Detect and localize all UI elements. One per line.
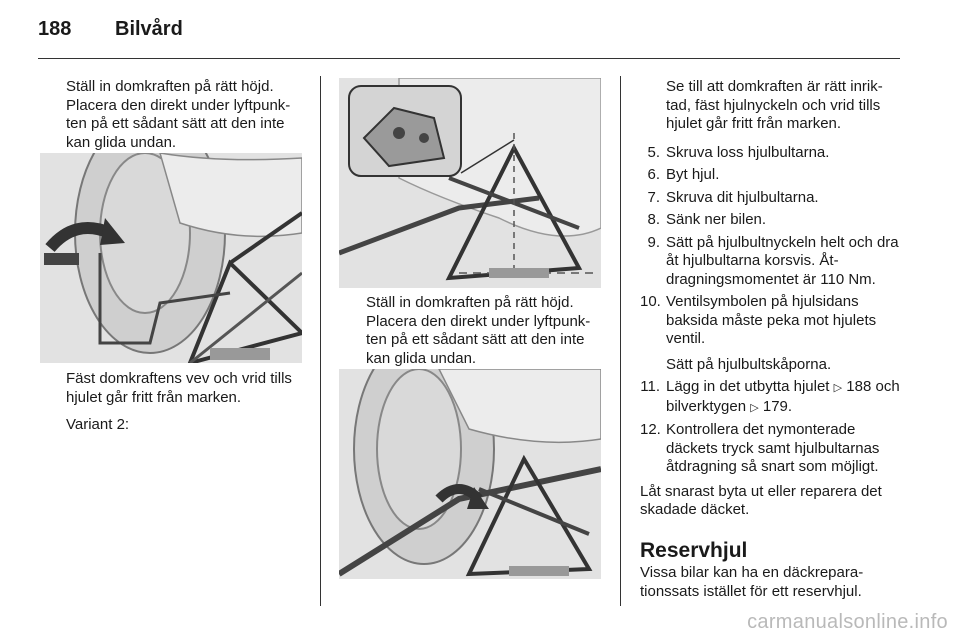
page-number: 188 bbox=[38, 18, 72, 40]
page-reference[interactable]: 188 och bilverktygen bbox=[666, 378, 900, 415]
right-paragraph-3: Vissa bilar kan ha en däckrepara-tionssats istället för ett reservhjul. bbox=[640, 564, 864, 600]
chapter-title: Bilvård bbox=[115, 18, 183, 40]
list-item: 8. Sänk ner bilen. bbox=[647, 211, 767, 228]
watermark: carmanualsonline.info bbox=[747, 611, 948, 633]
column-divider-1 bbox=[320, 76, 321, 606]
middle-column bbox=[366, 294, 606, 377]
list-item: 10. Ventilsymbolen på hjulsidans baksida måste peka mot hjulets ventil. Sätt på hjulbultskåporna. bbox=[640, 293, 902, 374]
left-paragraph-2: Fäst domkraftens vev och vrid tills hjulet går fritt från marken. bbox=[66, 370, 292, 406]
list-item: 7. Skruva dit hjulbultarna. bbox=[647, 188, 819, 206]
page-reference[interactable]: 179. bbox=[762, 397, 793, 415]
list-item-subtext: Sätt på hjulbultskåporna. bbox=[666, 355, 832, 373]
steps-list bbox=[640, 144, 902, 477]
header-rule bbox=[38, 58, 900, 59]
right-paragraph-2: Låt snarast byta ut eller reparera det skadade däcket. bbox=[640, 482, 882, 518]
left-paragraph-3: Variant 2: bbox=[66, 416, 130, 433]
section-heading: Reservhjul bbox=[640, 538, 748, 562]
list-item: 9. Sätt på hjulbultnyckeln helt och dra åt hjulbultarna korsvis. Åt-dragningsmomentet är 110 Nm. bbox=[647, 233, 899, 288]
left-column bbox=[66, 78, 306, 161]
page-header bbox=[38, 18, 900, 48]
figure-jack-liftpoint bbox=[339, 78, 601, 288]
right-paragraph-1: Se till att domkraften är rätt inrik-tad, fäst hjulnyckeln och vrid tills hjulet går fritt från marken. bbox=[666, 78, 883, 132]
left-column-lower bbox=[66, 370, 306, 444]
middle-paragraph-1: Ställ in domkraften på rätt höjd. Placera den direkt under lyftpunk-ten på ett sådant sätt att den inte kan glida undan. bbox=[366, 294, 591, 367]
list-item: 5. Skruva loss hjulbultarna. bbox=[647, 143, 830, 161]
list-item: 6. Byt hjul. bbox=[647, 166, 720, 183]
page-reference-icon: ▷ bbox=[750, 401, 759, 414]
right-column bbox=[640, 78, 902, 610]
list-item: 11. Lägg in det utbytta hjulet ▷ 188 och bilverktygen ▷ 179. bbox=[640, 378, 900, 415]
figure-jack-crank bbox=[40, 153, 302, 363]
list-item: 12. Kontrollera det nymonterade däckets tryck samt hjulbultarnas åtdragning så snart som möjligt. bbox=[640, 421, 880, 475]
page-reference-icon: ▷ bbox=[833, 382, 843, 394]
figure-jack-variant-2 bbox=[339, 369, 601, 579]
left-paragraph-1: Ställ in domkraften på rätt höjd. Placera den direkt under lyftpunk-ten på ett sådant sätt att den inte kan glida undan. bbox=[66, 78, 291, 151]
column-divider-2 bbox=[620, 76, 621, 606]
